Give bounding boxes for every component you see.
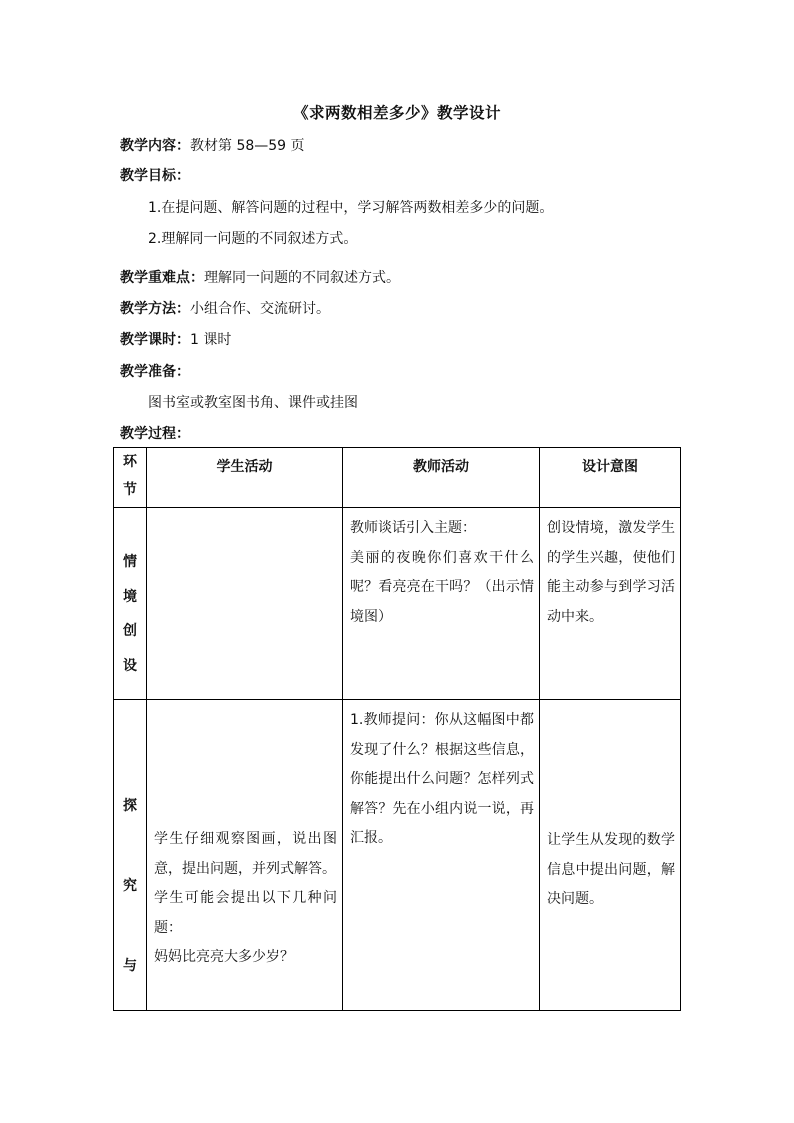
intent-text: 让学生从发现的数学信息中提出问题，解决问题。 [547,832,675,907]
goal-item: 1.在提问题、解答问题的过程中，学习解答两数相差多少的问题。 [148,200,554,216]
document-title: 《求两数相差多少》教学设计 [292,104,501,122]
teacher-text: 1.教师提问：你从这幅图中都发现了什么？根据这些信息，你能提出什么问题？怎样列式解答？先在小组内说一说，再汇报。 [350,712,534,846]
intent-text: 创设情境，激发学生的学生兴趣，使他们能主动参与到学习活动中来。 [547,520,675,625]
header-intent: 设计意图 [540,448,681,508]
teacher-activity-cell [343,700,540,1011]
goals-label: 教学目标： [120,168,190,184]
teacher-activity-cell [343,508,540,700]
table-row [114,508,681,700]
period-label: 教学课时： [120,332,190,348]
table-header-row [114,448,681,508]
student-activity-cell [147,700,343,1011]
student-text: 学生可能会提出以下几种问题： [154,890,337,936]
student-text: 学生仔细观察图画，说出图意，提出问题，并列式解答。 [154,831,337,877]
prep-label: 教学准备： [120,364,190,380]
design-intent-cell [540,700,681,1011]
key-points-line [120,267,400,287]
header-stage [114,448,147,508]
process-label: 教学过程： [120,426,190,442]
header-stage-char: 环 [123,454,137,470]
student-activity-cell [147,508,343,700]
header-teacher: 教师活动 [343,448,540,508]
process-table [113,447,681,1011]
stage-cell: 探 究 与 [114,700,147,1011]
prep-value: 图书室或教室图书角、课件或挂图 [148,395,358,411]
content-line [120,135,305,155]
header-stage-char: 节 [123,482,137,498]
method-label: 教学方法： [120,301,190,317]
key-points-value: 理解同一问题的不同叙述方式。 [204,270,400,286]
method-line [120,298,330,318]
stage-cell: 情 境 创 设 [114,508,147,700]
student-text: 妈妈比亮亮大多少岁？ [154,949,294,965]
design-intent-cell [540,508,681,700]
header-student: 学生活动 [147,448,343,508]
goals-heading [120,165,190,185]
table-row [114,700,681,1011]
content-value: 教材第 58—59 页 [190,138,305,154]
goal-item: 2.理解同一问题的不同叙述方式。 [148,231,358,247]
method-value: 小组合作、交流研讨。 [190,301,330,317]
period-line [120,329,231,349]
teacher-text: 教师谈话引入主题： [350,520,476,536]
period-value: 1 课时 [190,332,232,348]
process-heading [120,423,190,443]
teacher-text: 美丽的夜晚你们喜欢干什么呢？看亮亮在干吗？（出示情境图） [350,549,534,625]
content-label: 教学内容： [120,138,190,154]
prep-heading [120,361,190,381]
key-points-label: 教学重难点： [120,270,204,286]
